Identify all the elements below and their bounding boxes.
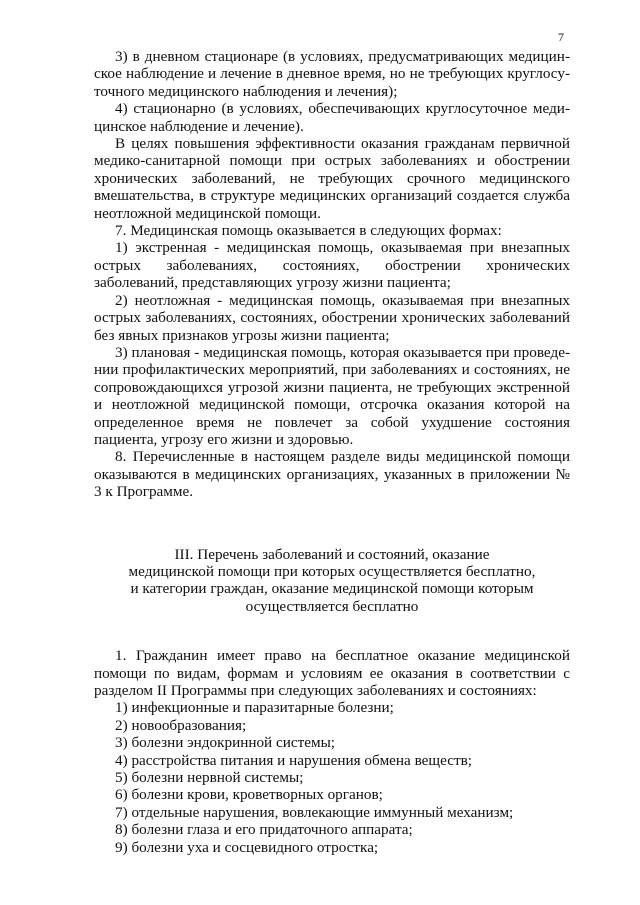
paragraph-inpatient: 4) стационарно (в условиях, обеспечивающих круглосуточное медицинское наблюдение и лечение). xyxy=(94,100,570,135)
list-item: 8) болезни глаза и его придаточного аппарата; xyxy=(115,821,413,839)
paragraph-form-nonurgent: 2) неотложная - медицинская помощь, оказываемая при внезапных острых заболеваниях, состояниях, обострении хронических заболеваний без явных признаков угрозы жизни пациента; xyxy=(94,291,570,344)
section-title xyxy=(94,546,570,616)
paragraph-right-to-free-care: 1. Гражданин имеет право на бесплатное оказание медицинской помощи по видам, формам и условиям ее оказания в соответствии с разделом II Программы при следующих заболеваниях и состояниях: xyxy=(94,647,570,699)
section-title-line: III. Перечень заболеваний и состояний, оказание xyxy=(174,545,490,563)
paragraph-day-hospital: 3) в дневном стационаре (в условиях, предусматривающих медицинское наблюдение и лечение в дневное время, но не требующих круглосуточного медицинского наблюдения и лечения); xyxy=(94,48,570,100)
list-item: 1) инфекционные и паразитарные болезни; xyxy=(115,699,394,717)
paragraph-form-urgent: 1) экстренная - медицинская помощь, оказываемая при внезапных острых заболеваниях, состояниях, обострении хронических заболеваний, представляющих угрозу жизни пациента; xyxy=(94,239,570,292)
disease-list xyxy=(94,699,570,856)
section-title-line: медицинской помощи при которых осуществляется бесплатно, xyxy=(128,562,536,580)
paragraph-form-planned: 3) плановая - медицинская помощь, которая оказывается при проведении профилактических мероприятий, при заболеваниях и состояниях, не сопровождающихся угрозой жизни пациента, не требующих экстренной и неотложной медицинской помощи, отсрочка оказания которой на определенное время не повлечет за собой ухудшение состояния пациента, угрозу его жизни и здоровью. xyxy=(94,343,570,448)
paragraph-emergency-service: В целях повышения эффективности оказания гражданам первичной медико-санитарной помощи при острых заболеваниях и обострении хронических заболеваний, не требующих срочного медицинского вмешательства, в структуре медицинских организаций создается служба неотложной медицинской помощи. xyxy=(94,135,570,222)
list-item: 3) болезни эндокринной системы; xyxy=(115,734,335,752)
section-title-line: и категории граждан, оказание медицинской помощи которым xyxy=(130,580,534,598)
list-item: 2) новообразования; xyxy=(115,716,247,734)
list-item: 9) болезни уха и сосцевидного отростка; xyxy=(115,838,379,856)
paragraph-care-forms-heading: 7. Медицинская помощь оказывается в следующих формах: xyxy=(115,222,502,240)
document-body xyxy=(94,48,570,856)
list-item: 7) отдельные нарушения, вовлекающие иммунный механизм; xyxy=(115,803,514,821)
list-item: 5) болезни нервной системы; xyxy=(115,769,304,787)
list-item: 4) расстройства питания и нарушения обмена веществ; xyxy=(115,751,472,769)
paragraph-organizations: 8. Перечисленные в настоящем разделе виды медицинской помощи оказываются в медицинских организациях, указанных в приложении № 3 к Программе. xyxy=(94,448,570,501)
page-number: 7 xyxy=(558,30,564,44)
list-item: 6) болезни крови, кроветворных органов; xyxy=(115,786,383,804)
section-title-line: осуществляется бесплатно xyxy=(245,597,419,615)
